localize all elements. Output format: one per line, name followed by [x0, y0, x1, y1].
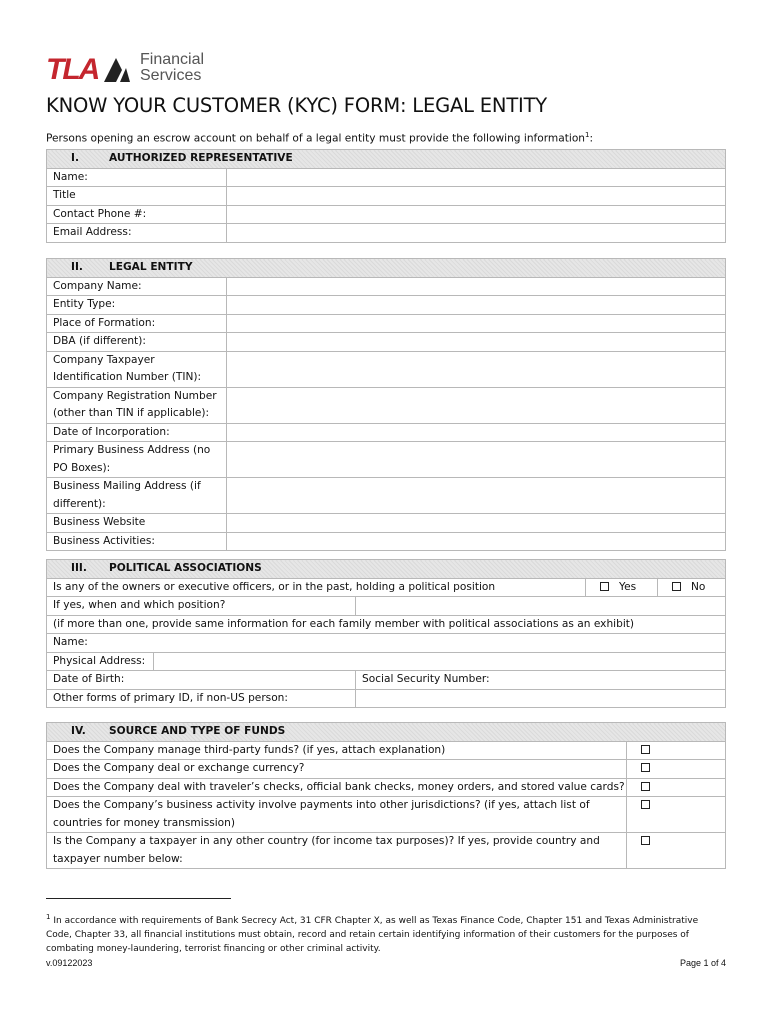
logo-lettering: TLA	[46, 53, 99, 84]
form-row	[47, 423, 726, 442]
footnote-text: In accordance with requirements of Bank Secrecy Act, 31 CFR Chapter X, as well as Texas Finance Code, Chapter 151 and Texas Administrative Code, Chapter 33, all financial institutions must obtain, record and retain certain identifying information of their customers for the purposes of combating money-laundering, terrorist financing or other criminal activity.	[46, 916, 699, 954]
title-field[interactable]	[227, 187, 726, 206]
field-label: Social Security Number:	[356, 671, 726, 690]
tla-logo-mark	[46, 52, 130, 84]
footnote-divider	[46, 898, 231, 899]
field-label: Company Taxpayer Identification Number (TIN):	[47, 351, 227, 387]
field-label: Date of Birth:	[47, 671, 356, 690]
field-label: Business Mailing Address (if different):	[47, 478, 227, 514]
section-header	[47, 560, 726, 579]
business-activities-field[interactable]	[227, 532, 726, 551]
field-label: Business Activities:	[47, 532, 227, 551]
currency-exchange-checkbox[interactable]	[641, 763, 650, 772]
contact-phone-field[interactable]	[227, 205, 726, 224]
yes-checkbox[interactable]	[600, 582, 609, 591]
section-title: LEGAL ENTITY	[109, 261, 193, 273]
field-label: Contact Phone #:	[47, 205, 227, 224]
name-field[interactable]	[227, 168, 726, 187]
section-number: IV.	[71, 725, 86, 737]
section-political-associations	[46, 559, 726, 708]
field-label: Other forms of primary ID, if non-US person:	[47, 689, 356, 708]
form-row	[47, 578, 726, 597]
form-row	[47, 514, 726, 533]
place-of-formation-field[interactable]	[227, 314, 726, 333]
field-label: Name:	[47, 168, 227, 187]
field-label: If yes, when and which position?	[47, 597, 356, 616]
section-title: SOURCE AND TYPE OF FUNDS	[109, 725, 286, 737]
field-label: Date of Incorporation:	[47, 423, 227, 442]
section-header	[47, 259, 726, 278]
field-label: Company Registration Number (other than TIN if applicable):	[47, 387, 227, 423]
intro-text: Persons opening an escrow account on behalf of a legal entity must provide the following information$^1$:	[46, 131, 594, 145]
company-logo	[46, 50, 216, 86]
section-number: III.	[71, 562, 87, 574]
political-position-field[interactable]	[356, 597, 726, 616]
funds-answer[interactable]	[627, 778, 726, 797]
business-mailing-address-field[interactable]	[227, 478, 726, 514]
section-header	[47, 723, 726, 742]
form-row	[47, 277, 726, 296]
field-label: Place of Formation:	[47, 314, 227, 333]
footnote	[46, 910, 726, 956]
form-row	[47, 187, 726, 206]
form-row	[47, 442, 726, 478]
yes-label: Yes	[619, 580, 637, 593]
field-label: Business Website	[47, 514, 227, 533]
field-label: Name:	[47, 634, 726, 653]
no-label: No	[691, 580, 706, 593]
other-jurisdictions-checkbox[interactable]	[641, 800, 650, 809]
field-label: Physical Address:	[47, 652, 154, 671]
form-row	[47, 652, 726, 671]
entity-type-field[interactable]	[227, 296, 726, 315]
page-number: Page 1 of 4	[679, 958, 726, 968]
section-title: POLITICAL ASSOCIATIONS	[109, 562, 262, 574]
form-row	[47, 314, 726, 333]
field-label: DBA (if different):	[47, 333, 227, 352]
form-row	[47, 387, 726, 423]
section-number: II.	[71, 261, 83, 273]
form-row	[47, 333, 726, 352]
company-name-field[interactable]	[227, 277, 726, 296]
funds-question: Does the Company’s business activity involve payments into other jurisdictions? (if yes, attach list of countries for money transmission)	[47, 797, 627, 833]
business-website-field[interactable]	[227, 514, 726, 533]
form-row	[47, 224, 726, 243]
checks-money-orders-checkbox[interactable]	[641, 782, 650, 791]
section-header	[47, 150, 726, 169]
funds-question: Does the Company deal with traveler’s checks, official bank checks, money orders, and stored value cards?	[47, 778, 627, 797]
section-title: AUTHORIZED REPRESENTATIVE	[109, 152, 293, 164]
field-label: Entity Type:	[47, 296, 227, 315]
form-row	[47, 168, 726, 187]
form-row	[47, 671, 726, 690]
section-source-and-type-of-funds	[46, 722, 726, 869]
email-address-field[interactable]	[227, 224, 726, 243]
logo-word-services: Services	[140, 67, 202, 84]
form-row	[47, 597, 726, 616]
political-position-question: Is any of the owners or executive officers, or in the past, holding a political position	[47, 578, 586, 597]
form-row	[47, 205, 726, 224]
funds-question: Is the Company a taxpayer in any other country (for income tax purposes)? If yes, provide country and taxpayer number below:	[47, 833, 627, 869]
section-authorized-representative	[46, 149, 726, 243]
page-title: KNOW YOUR CUSTOMER (KYC) FORM: LEGAL ENTITY	[46, 94, 547, 117]
dba-field[interactable]	[227, 333, 726, 352]
form-row	[47, 833, 726, 869]
section-number: I.	[71, 152, 79, 164]
funds-answer[interactable]	[627, 833, 726, 869]
footnote-ref: 1	[585, 131, 590, 139]
form-row	[47, 778, 726, 797]
form-row	[47, 689, 726, 708]
company-registration-number-field[interactable]	[227, 387, 726, 423]
funds-answer[interactable]	[627, 797, 726, 833]
form-row	[47, 760, 726, 779]
company-tin-field[interactable]	[227, 351, 726, 387]
yes-option[interactable]	[586, 578, 658, 597]
no-checkbox[interactable]	[672, 582, 681, 591]
form-row	[47, 532, 726, 551]
footnote-number: 1	[46, 913, 51, 921]
physical-address-field[interactable]	[154, 652, 726, 671]
funds-question: Does the Company deal or exchange currency?	[47, 760, 627, 779]
field-label: Title	[47, 187, 227, 206]
form-row	[47, 797, 726, 833]
exhibit-note: (if more than one, provide same information for each family member with political associations as an exhibit)	[47, 615, 726, 634]
form-row	[47, 741, 726, 760]
form-row	[47, 478, 726, 514]
other-id-field[interactable]	[356, 689, 726, 708]
third-party-funds-checkbox[interactable]	[641, 745, 650, 754]
form-row	[47, 615, 726, 634]
version-label: v.09122023	[46, 958, 93, 968]
logo-word-financial: Financial	[140, 51, 205, 68]
funds-answer[interactable]	[627, 760, 726, 779]
form-row	[47, 351, 726, 387]
date-of-incorporation-field[interactable]	[227, 423, 726, 442]
form-row	[47, 634, 726, 653]
field-label: Primary Business Address (no PO Boxes):	[47, 442, 227, 478]
funds-answer[interactable]	[627, 741, 726, 760]
form-row	[47, 296, 726, 315]
funds-question: Does the Company manage third-party funds? (if yes, attach explanation)	[47, 741, 627, 760]
section-legal-entity	[46, 258, 726, 551]
no-option[interactable]	[658, 578, 726, 597]
field-label: Email Address:	[47, 224, 227, 243]
foreign-taxpayer-checkbox[interactable]	[641, 836, 650, 845]
field-label: Company Name:	[47, 277, 227, 296]
primary-business-address-field[interactable]	[227, 442, 726, 478]
